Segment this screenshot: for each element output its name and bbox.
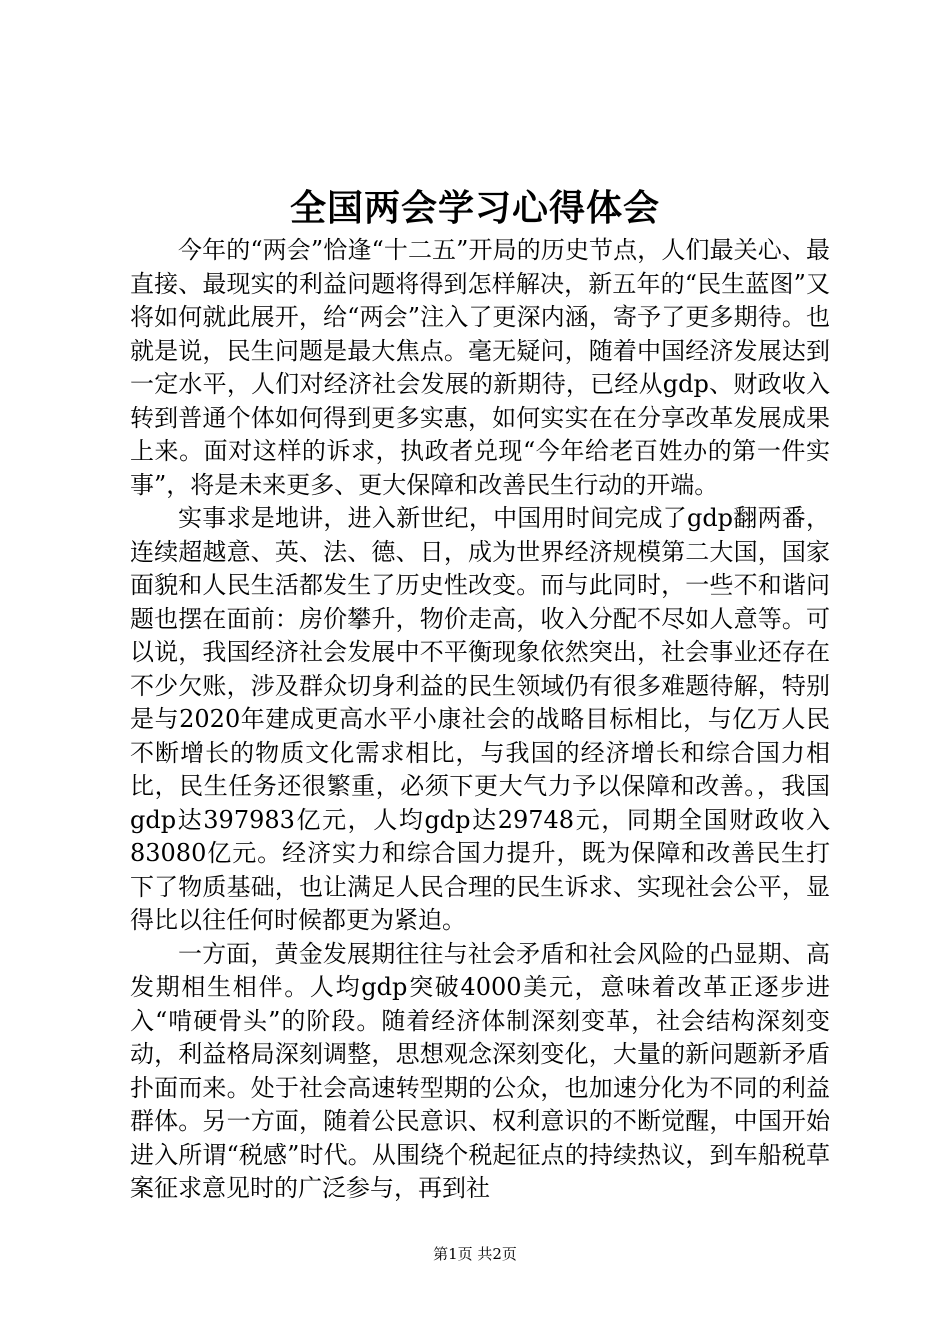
paragraph-1: 今年的“两会”恰逢“十二五”开局的历史节点，人们最关心、最直接、最现实的利益问题将得到怎样解决，新五年的“民生蓝图”又将如何就此展开，给“两会”注入了更深内涵，寄予了更多期待。也就是说，民生问题是最大焦点。毫无疑问，随着中国经济发展达到一定水平，人们对经济社会发展的新期待，已经从gdp、财政收入转到普通个体如何得到更多实惠，如何实实在在分享改革发展成果上来。面对这样的诉求，执政者兑现“今年给老百姓办的第一件实事”，将是未来更多、更大保障和改善民生行动的开端。 — [130, 236, 830, 499]
document-body — [130, 234, 830, 1206]
document-title: 全国两会学习心得体会 — [289, 187, 660, 229]
paragraph-2: 实事求是地讲，进入新世纪，中国用时间完成了gdp翻两番，连续超越意、英、法、德、日，成为世界经济规模第二大国，国家面貌和人民生活都发生了历史性改变。而与此同时，一些不和谐问题也摆在面前：房价攀升，物价走高，收入分配不尽如人意等。可以说，我国经济社会发展中不平衡现象依然突出，社会事业还存在不少欠账，涉及群众切身利益的民生领域仍有很多难题待解，特别是与2020年建成更高水平小康社会的战略目标相比，与亿万人民不断增长的物质文化需求相比，与我国的经济增长和综合国力相比，民生任务还很繁重，必须下更大气力予以保障和改善。，我国gdp达397983亿元，人均gdp达29748元，同期全国财政收入83080亿元。经济实力和综合国力提升，既为保障和改善民生打下了物质基础，也让满足人民合理的民生诉求、实现社会公平，显得比以往任何时候都更为紧迫。 — [130, 504, 830, 934]
page-number-footer: 第1页 共2页 — [433, 1245, 517, 1263]
paragraph-3: 一方面，黄金发展期往往与社会矛盾和社会风险的凸显期、高发期相生相伴。人均gdp突破4000美元，意味着改革正逐步进入“啃硬骨头”的阶段。随着经济体制深刻变革，社会结构深刻变动，利益格局深刻调整，思想观念深刻变化，大量的新问题新矛盾扑面而来。处于社会高速转型期的公众，也加速分化为不同的利益群体。另一方面，随着公民意识、权利意识的不断觉醒，中国开始进入所谓“税感”时代。从围绕个税起征点的持续热议，到车船税草案征求意见时的广泛参与，再到社 — [130, 939, 830, 1202]
